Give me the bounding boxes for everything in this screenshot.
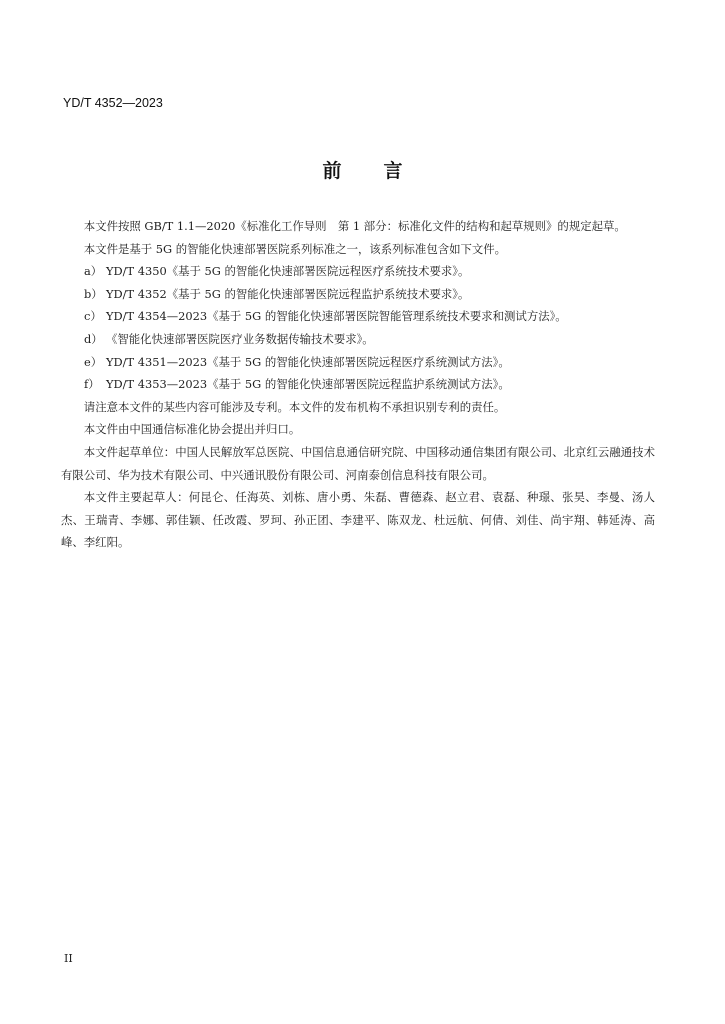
page-title xyxy=(0,156,725,183)
list-item-text: YD/T 4350《基于 5G 的智能化快速部署医院远程医疗系统技术要求》。 xyxy=(106,264,470,279)
list-item xyxy=(61,260,655,283)
list-item xyxy=(61,373,655,396)
title-part-1: 前 xyxy=(322,160,342,182)
title-part-2: 言 xyxy=(383,160,403,182)
paragraph-drafting-rules: 本文件按照 GB/T 1.1—2020《标准化工作导则 第 1 部分：标准化文件的结构和起草规则》的规定起草。 xyxy=(83,219,626,233)
page-number: II xyxy=(64,952,73,965)
paragraph-series-intro: 本文件是基于 5G 的智能化快速部署医院系列标准之一，该系列标准包含如下文件。 xyxy=(83,241,507,256)
paragraph-proposer: 本文件由中国通信标准化协会提出并归口。 xyxy=(83,422,301,437)
list-item-text: YD/T 4354—2023《基于 5G 的智能化快速部署医院智能管理系统技术要求和测试方法》。 xyxy=(106,309,567,324)
list-marker: b） xyxy=(84,286,103,301)
list-item xyxy=(61,328,655,351)
list-item-text: YD/T 4353—2023《基于 5G 的智能化快速部署医院远程监护系统测试方法》。 xyxy=(106,377,510,392)
standard-number: YD/T 4352—2023 xyxy=(63,96,163,110)
list-marker: a） xyxy=(84,264,103,279)
list-item-text: YD/T 4352《基于 5G 的智能化快速部署医院远程监护系统技术要求》。 xyxy=(106,286,470,301)
document-body xyxy=(61,215,655,554)
list-marker: f） xyxy=(84,377,100,392)
paragraph-drafters: 本文件主要起草人：何昆仑、任海英、刘栋、唐小勇、朱磊、曹德森、赵立君、袁磊、种璟、张昊、李曼、汤人杰、王瑞青、李娜、郭佳颖、任改霞、罗珂、孙正团、李建平、陈双龙、杜远航、何倩、刘佳、尚宇翔、韩延涛、高峰、李红阳。 xyxy=(61,490,655,550)
list-item-text: 《智能化快速部署医院医疗业务数据传输技术要求》。 xyxy=(106,331,374,346)
list-marker: c） xyxy=(84,309,102,324)
list-marker: e） xyxy=(84,354,103,369)
list-item xyxy=(61,283,655,306)
list-marker: d） xyxy=(84,331,103,346)
paragraph-patent-notice: 请注意本文件的某些内容可能涉及专利。本文件的发布机构不承担识别专利的责任。 xyxy=(83,399,506,414)
list-item xyxy=(61,305,655,328)
list-item-text: YD/T 4351—2023《基于 5G 的智能化快速部署医院远程医疗系统测试方法》。 xyxy=(106,354,510,369)
list-item xyxy=(61,351,655,374)
paragraph-drafting-units: 本文件起草单位：中国人民解放军总医院、中国信息通信研究院、中国移动通信集团有限公司、北京红云融通技术有限公司、华为技术有限公司、中兴通讯股份有限公司、河南泰创信息科技有限公司。 xyxy=(61,444,655,482)
